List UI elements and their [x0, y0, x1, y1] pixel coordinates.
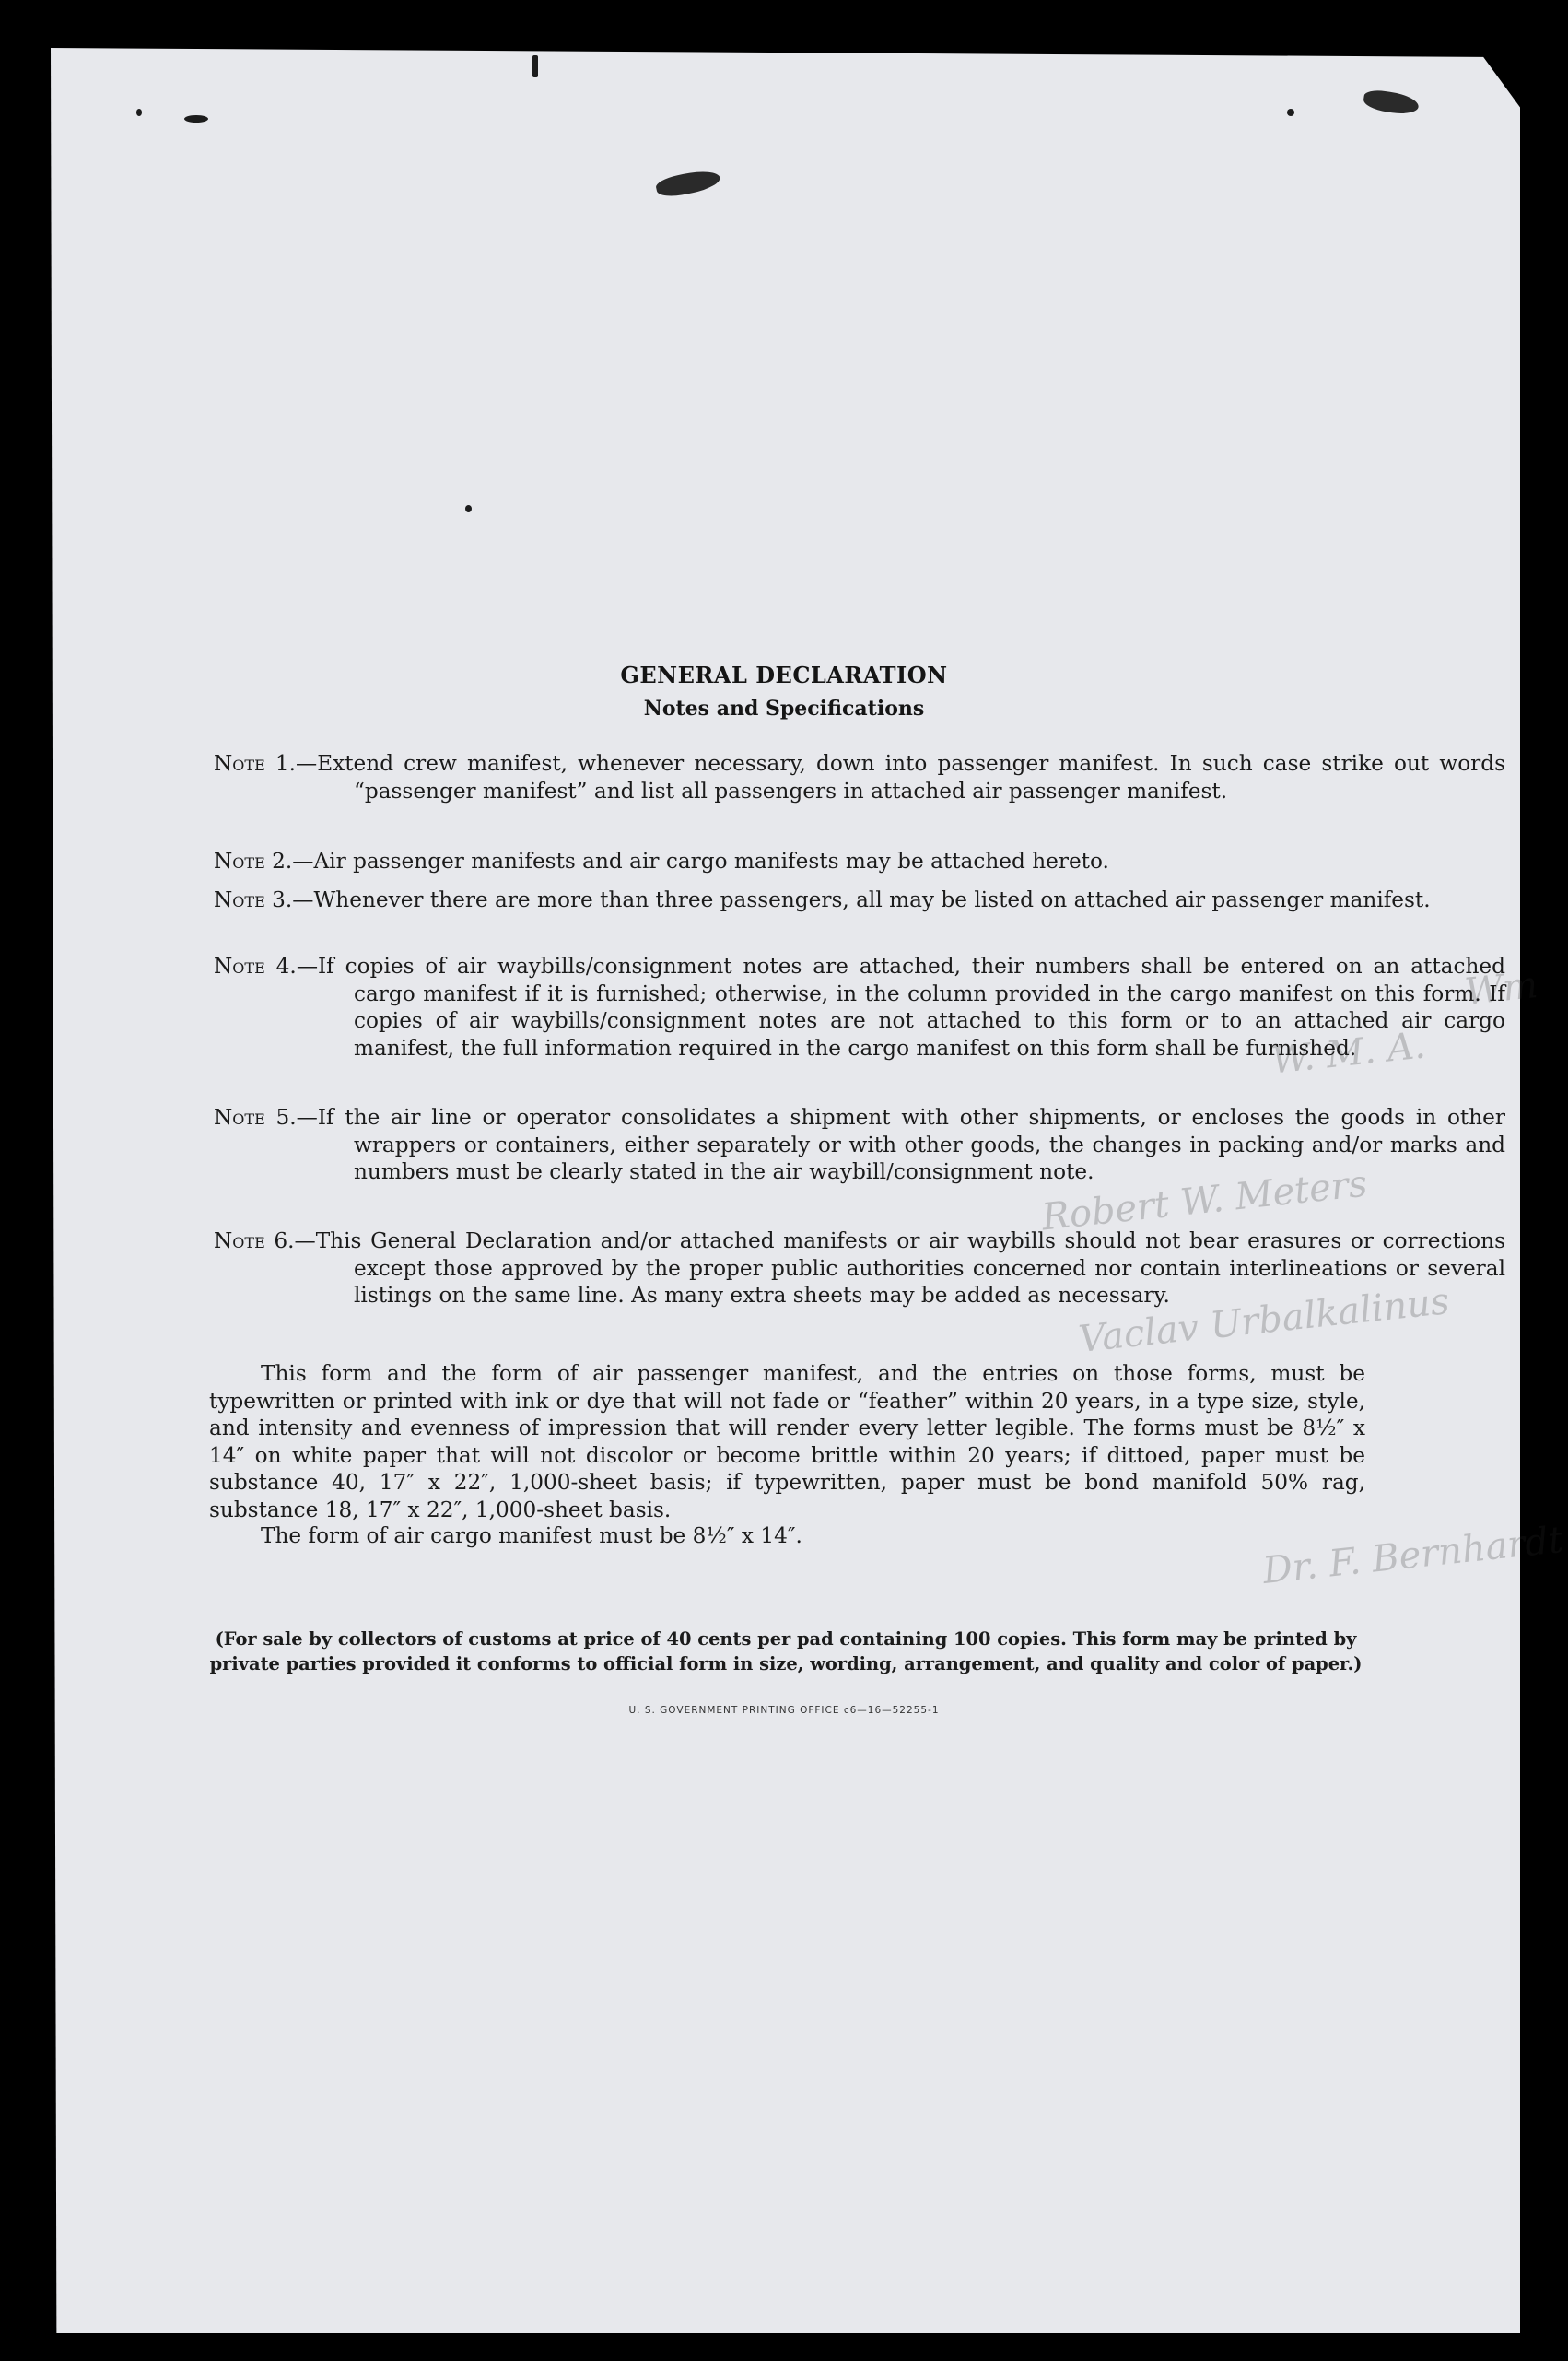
- note-item: [214, 848, 1505, 875]
- note-label: Note 6.: [214, 1228, 295, 1253]
- paper-specification-paragraph: This form and the form of air passenger manifest, and the entries on those forms, must be typewritten or printed with ink or dye that will not fade or “feather” within 20 years, in a type size, style, and intensity and evenness of impression that will render every letter legible. The forms must be 8½″ x 14″ on white paper that will not discolor or become brittle within 20 years; if dittoed, paper must be substance 40, 17″ x 22″, 1,000-sheet basis; if typewritten, paper must be bond manifold 50% rag, substance 18, 17″ x 22″, 1,000-sheet basis.: [209, 1361, 1365, 1522]
- note-item: [214, 1104, 1505, 1186]
- bleed-through-handwriting: Robert W. Meters: [1039, 1162, 1370, 1239]
- note-item: [214, 750, 1505, 805]
- note-text: —If copies of air waybills/consignment notes are attached, their numbers shall be entered on an attached cargo manifest if it is furnished; otherwise, in the column provided in the cargo manifest on this form. If copies of air waybills/consignment notes are not attached to this form or to an attached air cargo manifest, the full information required in the cargo manifest on this form shall be furnished.: [296, 954, 1505, 1061]
- note-label: Note 5.: [214, 1105, 297, 1130]
- note-text: —If the air line or operator consolidates a shipment with other shipments, or encloses the goods in other wrappers or containers, either separately or with other goods, the changes in packing and/or marks and numbers must be clearly stated in the air waybill/consignment note.: [296, 1105, 1505, 1184]
- bleed-through-handwriting: W. M. A.: [1270, 1024, 1428, 1083]
- note-label: Note 3.: [214, 887, 293, 912]
- page-subtitle: Notes and Specifications: [643, 697, 925, 721]
- note-item: [214, 1227, 1505, 1310]
- note-item: [214, 887, 1505, 914]
- bleed-through-handwriting: Dr. F. Bernhardt: [1260, 1519, 1566, 1592]
- note-text: —This General Declaration and/or attached manifests or air waybills should not bear erasures or corrections except those approved by the proper public authorities concerned nor contain interlineations or several listings on the same line. As many extra sheets may be added as necessary.: [294, 1228, 1505, 1308]
- note-label: Note 1.: [214, 751, 297, 776]
- bleed-through-handwriting: Wm: [1462, 963, 1540, 1015]
- bleed-through-handwriting: Vaclav Urbalkalinus: [1076, 1279, 1452, 1362]
- note-item: [214, 953, 1505, 1062]
- note-text: —Extend crew manifest, whenever necessary, down into passenger manifest. In such case strike out words “passenger manifest” and list all passengers in attached air passenger manifest.: [296, 751, 1505, 804]
- cargo-form-paragraph: The form of air cargo manifest must be 8½″ x 14″.: [261, 1523, 802, 1548]
- note-text: —Air passenger manifests and air cargo manifests may be attached hereto.: [292, 849, 1109, 874]
- sale-notice: (For sale by collectors of customs at price of 40 cents per pad containing 100 copies. This form may be printed by private parties provided it conforms to official form in size, wording, arrangement, and quality and color of paper.): [209, 1628, 1363, 1674]
- printer-imprint: U. S. GOVERNMENT PRINTING OFFICE c6—16—52255-1: [628, 1705, 940, 1716]
- note-label: Note 4.: [214, 954, 297, 979]
- page-title: GENERAL DECLARATION: [620, 662, 948, 688]
- note-text: —Whenever there are more than three passengers, all may be listed on attached air passenger manifest.: [292, 887, 1431, 912]
- note-label: Note 2.: [214, 849, 293, 874]
